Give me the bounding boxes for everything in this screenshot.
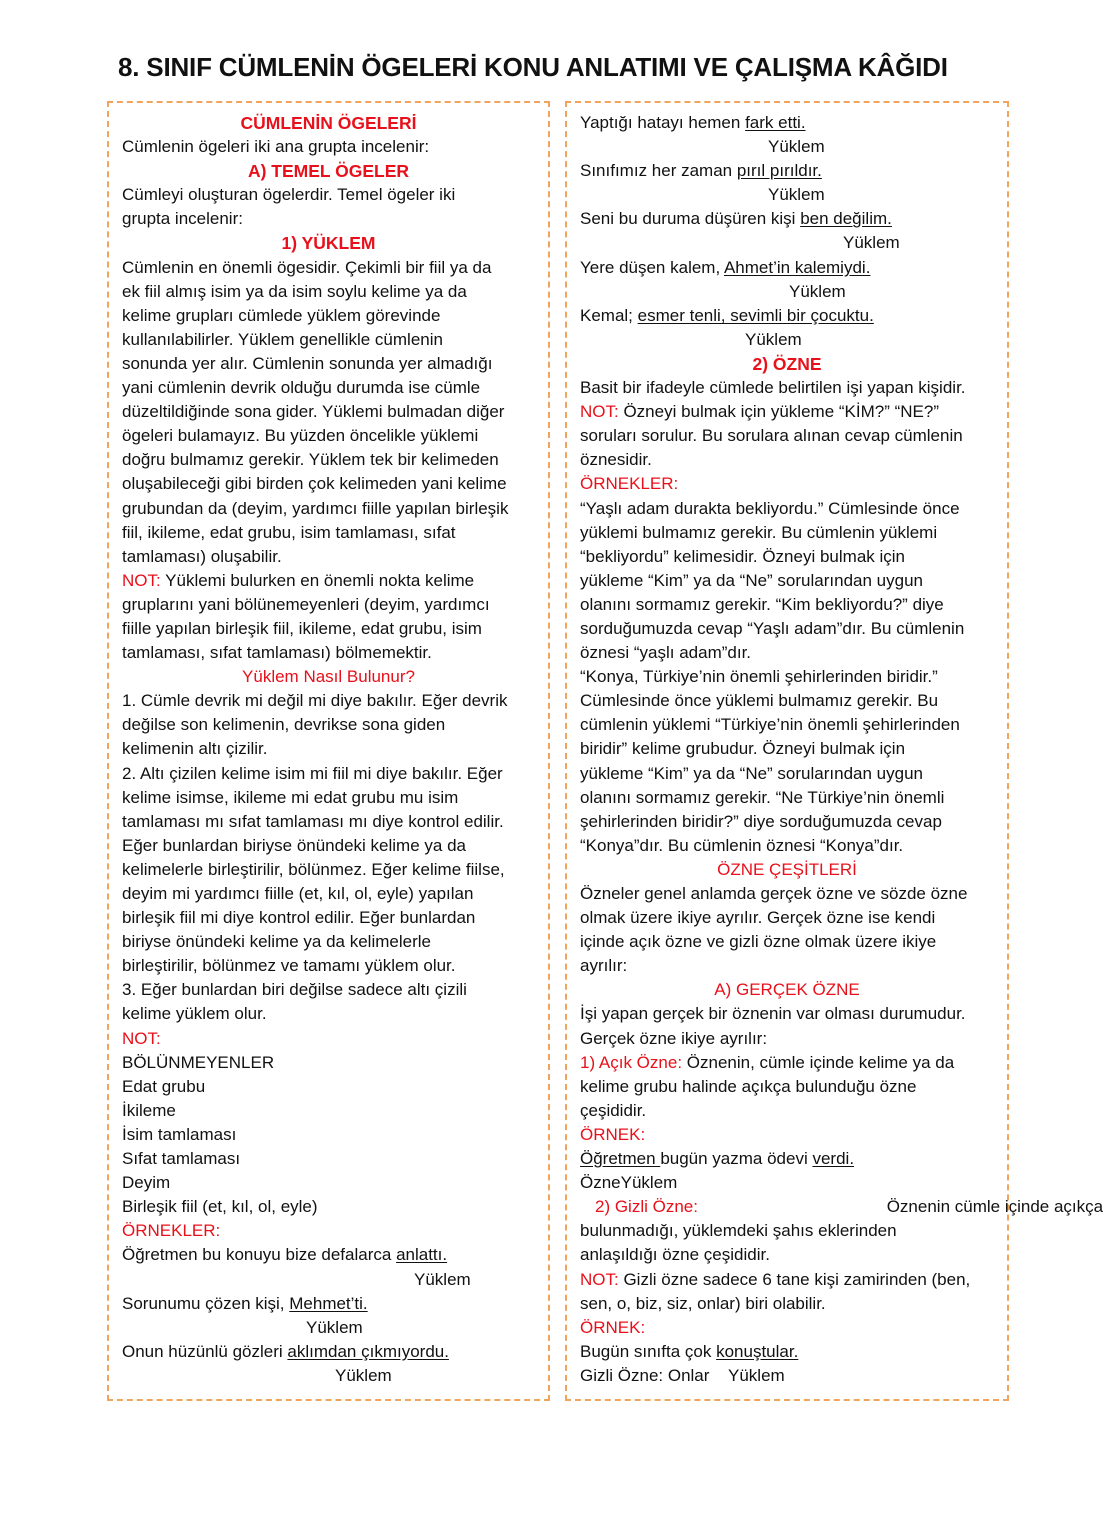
- text-segment: kelime grupları cümlede yüklem görevinde: [122, 305, 441, 325]
- text-line: [580, 1123, 1007, 1147]
- text-segment: doğru bulmamız gerekir. Yüklem tek bir kelimeden: [122, 450, 499, 470]
- text-line: [122, 497, 548, 521]
- text-segment: Cümleyi oluşturan ögelerdir. Temel ögeler iki: [122, 185, 456, 205]
- text-line: [122, 713, 548, 737]
- text-line: [122, 472, 548, 496]
- text-line: [580, 1147, 1007, 1171]
- text-line: [122, 1075, 548, 1099]
- text-segment: Özne: [580, 1173, 621, 1193]
- text-segment: Yüklem: [768, 185, 825, 205]
- text-segment: değilse son kelimenin, devrikse sona giden: [122, 715, 446, 735]
- text-line: [580, 304, 1007, 328]
- text-line: [122, 400, 548, 424]
- text-line: [122, 617, 548, 641]
- text-segment: ek fiil almış isim ya da isim soylu kelime ya da: [122, 281, 467, 301]
- underlined-phrase: Ahmet’in kalemiydi.: [723, 257, 871, 277]
- text-line: [580, 1075, 1007, 1099]
- text-line: [580, 713, 1007, 737]
- text-segment: BÖLÜNMEYENLER: [122, 1052, 275, 1072]
- text-segment: İsim tamlaması: [122, 1124, 237, 1144]
- text-segment: Eğer bunlardan biriyse önündeki kelime ya da: [122, 835, 466, 855]
- text-segment: 1. Cümle devrik mi değil mi diye bakılır. Eğer devrik: [122, 691, 508, 711]
- section-heading: [580, 352, 1007, 376]
- subsection-heading: [580, 978, 1007, 1002]
- text-line: [122, 930, 548, 954]
- text-segment: Özneler genel anlamda gerçek özne ve sözde özne: [580, 884, 968, 903]
- text-line: [580, 786, 1007, 810]
- text-line: [122, 906, 548, 930]
- text-segment: Sınıfımız her zaman: [580, 161, 737, 181]
- subsection-heading: [122, 665, 548, 689]
- red-label: ÖRNEKLER:: [122, 1221, 221, 1241]
- text-segment: öznesi “yaşlı adam”dır.: [580, 643, 752, 663]
- text-line: [122, 424, 548, 448]
- text-line: [122, 737, 548, 761]
- text-segment: olmak üzere ikiye ayrılır. Gerçek özne ise kendi: [580, 908, 936, 928]
- text-segment: “Konya”dır. Bu cümlenin öznesi “Konya”dır.: [580, 835, 904, 855]
- text-line: [122, 1099, 548, 1123]
- text-line: [580, 1292, 1007, 1316]
- red-label: 2) Gizli Özne:: [595, 1197, 698, 1217]
- text-line: [122, 1268, 548, 1292]
- text-segment: yani cümlenin devrik olduğu durumda ise cümle: [122, 378, 481, 398]
- text-segment: 2) ÖZNE: [752, 353, 822, 374]
- underlined-phrase: aklımdan çıkmıyordu.: [287, 1341, 449, 1361]
- text-segment: kelime yüklem olur.: [122, 1004, 267, 1024]
- text-segment: sonunda yer alır. Cümlenin sonunda yer almadığı: [122, 353, 493, 373]
- text-segment: Yere düşen kalem,: [580, 257, 724, 277]
- text-segment: grubundan da (deyim, yardımcı fiille yapılan birleşik: [122, 498, 509, 518]
- text-line: [122, 689, 548, 713]
- text-segment: Yüklem: [620, 1173, 678, 1193]
- text-segment: anlaşıldığı özne çeşididir.: [580, 1245, 770, 1265]
- text-segment: 3. Eğer bunlardan biri değilse sadece altı çizili: [122, 980, 467, 1000]
- text-segment: sen, o, biz, siz, onlar) biri olabilir.: [580, 1293, 826, 1313]
- underlined-phrase: pırıl pırıldır.: [736, 161, 822, 181]
- text-line: [580, 569, 1007, 593]
- text-segment: Yüklemi bulurken en önemli nokta kelime: [160, 570, 475, 590]
- text-line: [122, 834, 548, 858]
- section-heading: [122, 111, 548, 135]
- text-segment: İkileme: [122, 1100, 176, 1120]
- text-segment: grupta incelenir:: [122, 209, 243, 229]
- text-segment: olanını sormamız gerekir. “Ne Türkiye’nin önemli: [580, 787, 945, 807]
- text-line: [580, 328, 1007, 352]
- text-segment: birleştirilir, bölünmez ve tamamı yüklem olur.: [122, 956, 456, 976]
- text-segment: sorduğumuzda cevap “Yaşlı adam”dır. Bu cümlenin: [580, 618, 965, 638]
- text-segment: kullanılabilirler. Yüklem genellikle cümlenin: [122, 329, 443, 349]
- text-line: [122, 1316, 548, 1340]
- text-segment: Edat grubu: [122, 1076, 206, 1096]
- text-segment: Yüklem: [306, 1317, 363, 1337]
- text-segment: Sıfat tamlaması: [122, 1149, 241, 1169]
- text-line: [580, 280, 1007, 304]
- text-segment: yüklemi bulmamız gerekir. Bu cümlenin yüklemi: [580, 522, 938, 542]
- underlined-phrase: anlattı.: [396, 1245, 448, 1265]
- red-label: ÖRNEKLER:: [580, 474, 679, 494]
- text-segment: içinde açık özne ve gizli özne olmak üzere ikiye: [580, 932, 937, 952]
- text-line: [580, 882, 1007, 906]
- text-line: [580, 593, 1007, 617]
- text-line: [122, 978, 548, 1002]
- text-line: [122, 1051, 548, 1075]
- text-line: [580, 1316, 1007, 1340]
- text-segment: fiille yapılan birleşik fiil, ikileme, edat grubu, isim: [122, 618, 482, 638]
- text-segment: çeşididir.: [580, 1100, 647, 1120]
- text-segment: Gizli özne sadece 6 tane kişi zamirinden (ben,: [618, 1269, 971, 1289]
- section-heading: [122, 159, 548, 183]
- text-segment: kelime grubu halinde açıkça bulunduğu özne: [580, 1076, 917, 1096]
- text-line: [122, 641, 548, 665]
- text-line: [580, 906, 1007, 930]
- text-segment: A) TEMEL ÖGELER: [247, 161, 410, 182]
- text-line: [580, 665, 1007, 689]
- text-segment: Yüklem: [414, 1269, 471, 1289]
- text-segment: Gizli Özne: Onlar Yüklem: [580, 1365, 785, 1385]
- text-segment: Yüklem: [789, 281, 846, 301]
- text-line: [122, 1027, 548, 1051]
- text-segment: Gerçek özne ikiye ayrılır:: [580, 1028, 768, 1048]
- text-segment: Öğretmen bu konuyu bize defalarca: [122, 1245, 397, 1265]
- text-line: [580, 1243, 1007, 1267]
- text-segment: tamlaması) oluşabilir.: [122, 546, 282, 566]
- text-segment: tamlaması mı sıfat tamlaması mı diye kontrol edilir.: [122, 811, 504, 831]
- text-segment: CÜMLENİN ÖGELERİ: [240, 113, 417, 133]
- text-line: [580, 641, 1007, 665]
- text-line: [122, 376, 548, 400]
- text-line: [580, 472, 1007, 496]
- text-line: [580, 400, 1007, 424]
- text-segment: “Yaşlı adam durakta bekliyordu.” Cümlesinde önce: [580, 498, 960, 518]
- text-line: [580, 376, 1007, 400]
- text-line: [122, 1364, 548, 1388]
- text-line: [122, 858, 548, 882]
- underlined-phrase: konuştular.: [716, 1341, 799, 1361]
- text-line: [580, 810, 1007, 834]
- text-line: [122, 280, 548, 304]
- text-line: [122, 328, 548, 352]
- text-line: [580, 834, 1007, 858]
- text-line: [122, 1219, 548, 1243]
- text-line: [580, 617, 1007, 641]
- text-line: [580, 737, 1007, 761]
- left-column-box: [107, 101, 550, 1401]
- text-segment: biridir” kelime grubudur. Özneyi bulmak için: [580, 739, 906, 759]
- red-label: ÖRNEK:: [580, 1124, 646, 1144]
- text-segment: Yüklem: [335, 1365, 392, 1385]
- section-heading: [122, 231, 548, 255]
- text-line: [580, 1195, 1103, 1219]
- text-segment: şehirlerinden biridir?” diye sorduğumuzda cevap: [580, 811, 942, 831]
- text-line: [122, 521, 548, 545]
- text-segment: “Konya, Türkiye’nin önemli şehirlerinden biridir.”: [580, 667, 938, 687]
- text-segment: ögeleri bulamayız. Bu yüzden öncelikle yüklemi: [122, 426, 479, 446]
- text-segment: gruplarını yani bölünemeyenleri (deyim, yardımcı: [122, 594, 490, 614]
- text-line: [122, 256, 548, 280]
- text-line: [580, 1364, 1007, 1388]
- text-line: [580, 424, 1007, 448]
- text-line: [580, 135, 1007, 159]
- text-segment: ÖZNE ÇEŞİTLERİ: [717, 859, 857, 879]
- text-line: [580, 183, 1007, 207]
- text-line: [122, 304, 548, 328]
- text-line: [122, 545, 548, 569]
- text-segment: A) GERÇEK ÖZNE: [714, 980, 860, 1000]
- text-line: [580, 1027, 1007, 1051]
- text-line: [122, 183, 548, 207]
- text-line: [122, 593, 548, 617]
- text-segment: öznesidir.: [580, 450, 652, 470]
- text-segment: Kemal;: [580, 305, 638, 325]
- text-line: [580, 1002, 1007, 1026]
- text-line: [122, 1147, 548, 1171]
- text-segment: bulunmadığı, yüklemdeki şahıs eklerinden: [580, 1221, 897, 1241]
- text-line: [580, 256, 1007, 280]
- text-segment: Birleşik fiil (et, kıl, ol, eyle): [122, 1197, 318, 1217]
- text-segment: Cümlenin en önemli ögesidir. Çekimli bir fiil ya da: [122, 257, 492, 277]
- text-segment: kelime isimse, ikileme mi edat grubu mu isim: [122, 787, 459, 807]
- text-line: [122, 786, 548, 810]
- text-segment: Deyim: [122, 1173, 171, 1193]
- text-segment: İşi yapan gerçek bir öznenin var olması durumudur.: [580, 1004, 966, 1024]
- text-line: [122, 1123, 548, 1147]
- text-line: [122, 1195, 548, 1219]
- red-label: NOT:: [580, 1269, 619, 1289]
- text-segment: 1) YÜKLEM: [281, 233, 376, 254]
- text-segment: kelimelerle birleştirilir, bölünmez. Eğer kelime fiilse,: [122, 859, 505, 879]
- text-line: [580, 954, 1007, 978]
- underlined-phrase: esmer tenli, sevimli bir çocuktu.: [637, 305, 874, 325]
- text-line: [122, 1002, 548, 1026]
- text-segment: Yüklem: [768, 137, 825, 157]
- text-segment: fiil, ikileme, edat grubu, isim tamlaması, sıfat: [122, 522, 456, 542]
- text-line: [122, 762, 548, 786]
- text-segment: “bekliyordu” kelimesidir. Özneyi bulmak için: [580, 546, 906, 566]
- text-line: [122, 1171, 548, 1195]
- red-label: NOT:: [122, 570, 161, 590]
- text-line: [122, 448, 548, 472]
- text-segment: Öznenin, cümle içinde kelime ya da: [682, 1052, 955, 1072]
- text-segment: biriyse önündeki kelime ya da kelimelerle: [122, 932, 431, 952]
- text-segment: Yüklem Nasıl Bulunur?: [242, 667, 415, 687]
- text-segment: yükleme “Kim” ya da “Ne” sorularından uygun: [580, 570, 923, 590]
- underlined-phrase: verdi.: [812, 1149, 855, 1169]
- text-segment: kelimenin altı çizilir.: [122, 739, 268, 759]
- text-line: [580, 1219, 1007, 1243]
- text-line: [580, 159, 1007, 183]
- underlined-phrase: Öğretmen: [580, 1149, 661, 1169]
- text-segment: olanını sormamız gerekir. “Kim bekliyordu?” diye: [580, 594, 944, 614]
- text-segment: düzeltildiğinde sona gider. Yüklemi bulmadan diğer: [122, 402, 505, 422]
- text-line: [122, 1243, 548, 1267]
- text-line: [122, 352, 548, 376]
- underlined-phrase: Mehmet’ti.: [289, 1293, 368, 1313]
- underlined-phrase: fark etti.: [745, 113, 806, 132]
- red-label: NOT:: [122, 1028, 161, 1048]
- text-line: [122, 1292, 548, 1316]
- text-line: [122, 569, 548, 593]
- text-segment: bugün yazma ödevi: [660, 1149, 813, 1169]
- text-line: [580, 497, 1007, 521]
- right-column-box: [565, 101, 1103, 1401]
- text-line: [580, 545, 1007, 569]
- text-line: [580, 1171, 1007, 1195]
- text-segment: soruları sorulur. Bu sorulara alınan cevap cümlenin: [580, 426, 963, 446]
- text-segment: Onun hüzünlü gözleri: [122, 1341, 288, 1361]
- text-line: [580, 689, 1007, 713]
- red-label: NOT:: [580, 402, 619, 422]
- text-segment: Bugün sınıfta çok: [580, 1341, 717, 1361]
- red-label: 1) Açık Özne:: [580, 1052, 683, 1072]
- text-line: [122, 954, 548, 978]
- text-segment: Özneyi bulmak için yükleme “KİM?” “NE?”: [618, 402, 939, 422]
- text-segment: Yüklem: [843, 233, 900, 253]
- text-line: [580, 207, 1007, 231]
- text-line: [580, 448, 1007, 472]
- text-segment: Yüklem: [745, 329, 802, 349]
- text-line: [580, 1099, 1007, 1123]
- red-label: ÖRNEK:: [580, 1317, 646, 1337]
- text-segment: Seni bu duruma düşüren kişi: [580, 209, 801, 229]
- text-line: [122, 135, 548, 159]
- text-line: [580, 1340, 1007, 1364]
- text-line: [122, 1340, 548, 1364]
- text-segment: oluşabileceği gibi birden çok kelimeden yani kelime: [122, 474, 507, 494]
- text-segment: cümlenin yüklemi “Türkiye’nin önemli şehirlerinden: [580, 715, 960, 735]
- text-segment: ayrılır:: [580, 956, 628, 976]
- text-segment: Öznenin cümle içinde açıkça: [881, 1197, 1103, 1217]
- text-segment: Basit bir ifadeyle cümlede belirtilen işi yapan kişidir.: [580, 378, 966, 398]
- text-segment: Cümlenin ögeleri iki ana grupta incelenir:: [122, 137, 430, 157]
- underlined-phrase: ben değilim.: [800, 209, 892, 229]
- text-line: [580, 521, 1007, 545]
- text-segment: deyim mi yardımcı fiille (et, kıl, ol, eyle) yapılan: [122, 884, 474, 903]
- text-segment: yükleme “Kim” ya da “Ne” sorularından uygun: [580, 763, 923, 783]
- text-segment: birleşik fiil mi diye kontrol edilir. Eğer bunlardan: [122, 908, 476, 928]
- text-line: [580, 1051, 1007, 1075]
- text-line: [580, 111, 1007, 135]
- subsection-heading: [580, 858, 1007, 882]
- text-line: [122, 882, 548, 906]
- page-title: 8. SINIF CÜMLENİN ÖGELERİ KONU ANLATIMI VE ÇALIŞMA KÂĞIDI: [118, 52, 948, 82]
- text-line: [580, 231, 1007, 255]
- text-segment: Sorunumu çözen kişi,: [122, 1293, 290, 1313]
- text-line: [122, 810, 548, 834]
- text-segment: tamlaması, sıfat tamlaması) bölmemektir.: [122, 643, 432, 663]
- text-segment: Cümlesinde önce yüklemi bulmamız gerekir. Bu: [580, 691, 939, 711]
- text-line: [122, 207, 548, 231]
- text-line: [580, 762, 1007, 786]
- text-segment: 2. Altı çizilen kelime isim mi fiil mi diye bakılır. Eğer: [122, 763, 503, 783]
- text-segment: Yaptığı hatayı hemen: [580, 113, 746, 132]
- text-line: [580, 930, 1007, 954]
- text-line: [580, 1268, 1007, 1292]
